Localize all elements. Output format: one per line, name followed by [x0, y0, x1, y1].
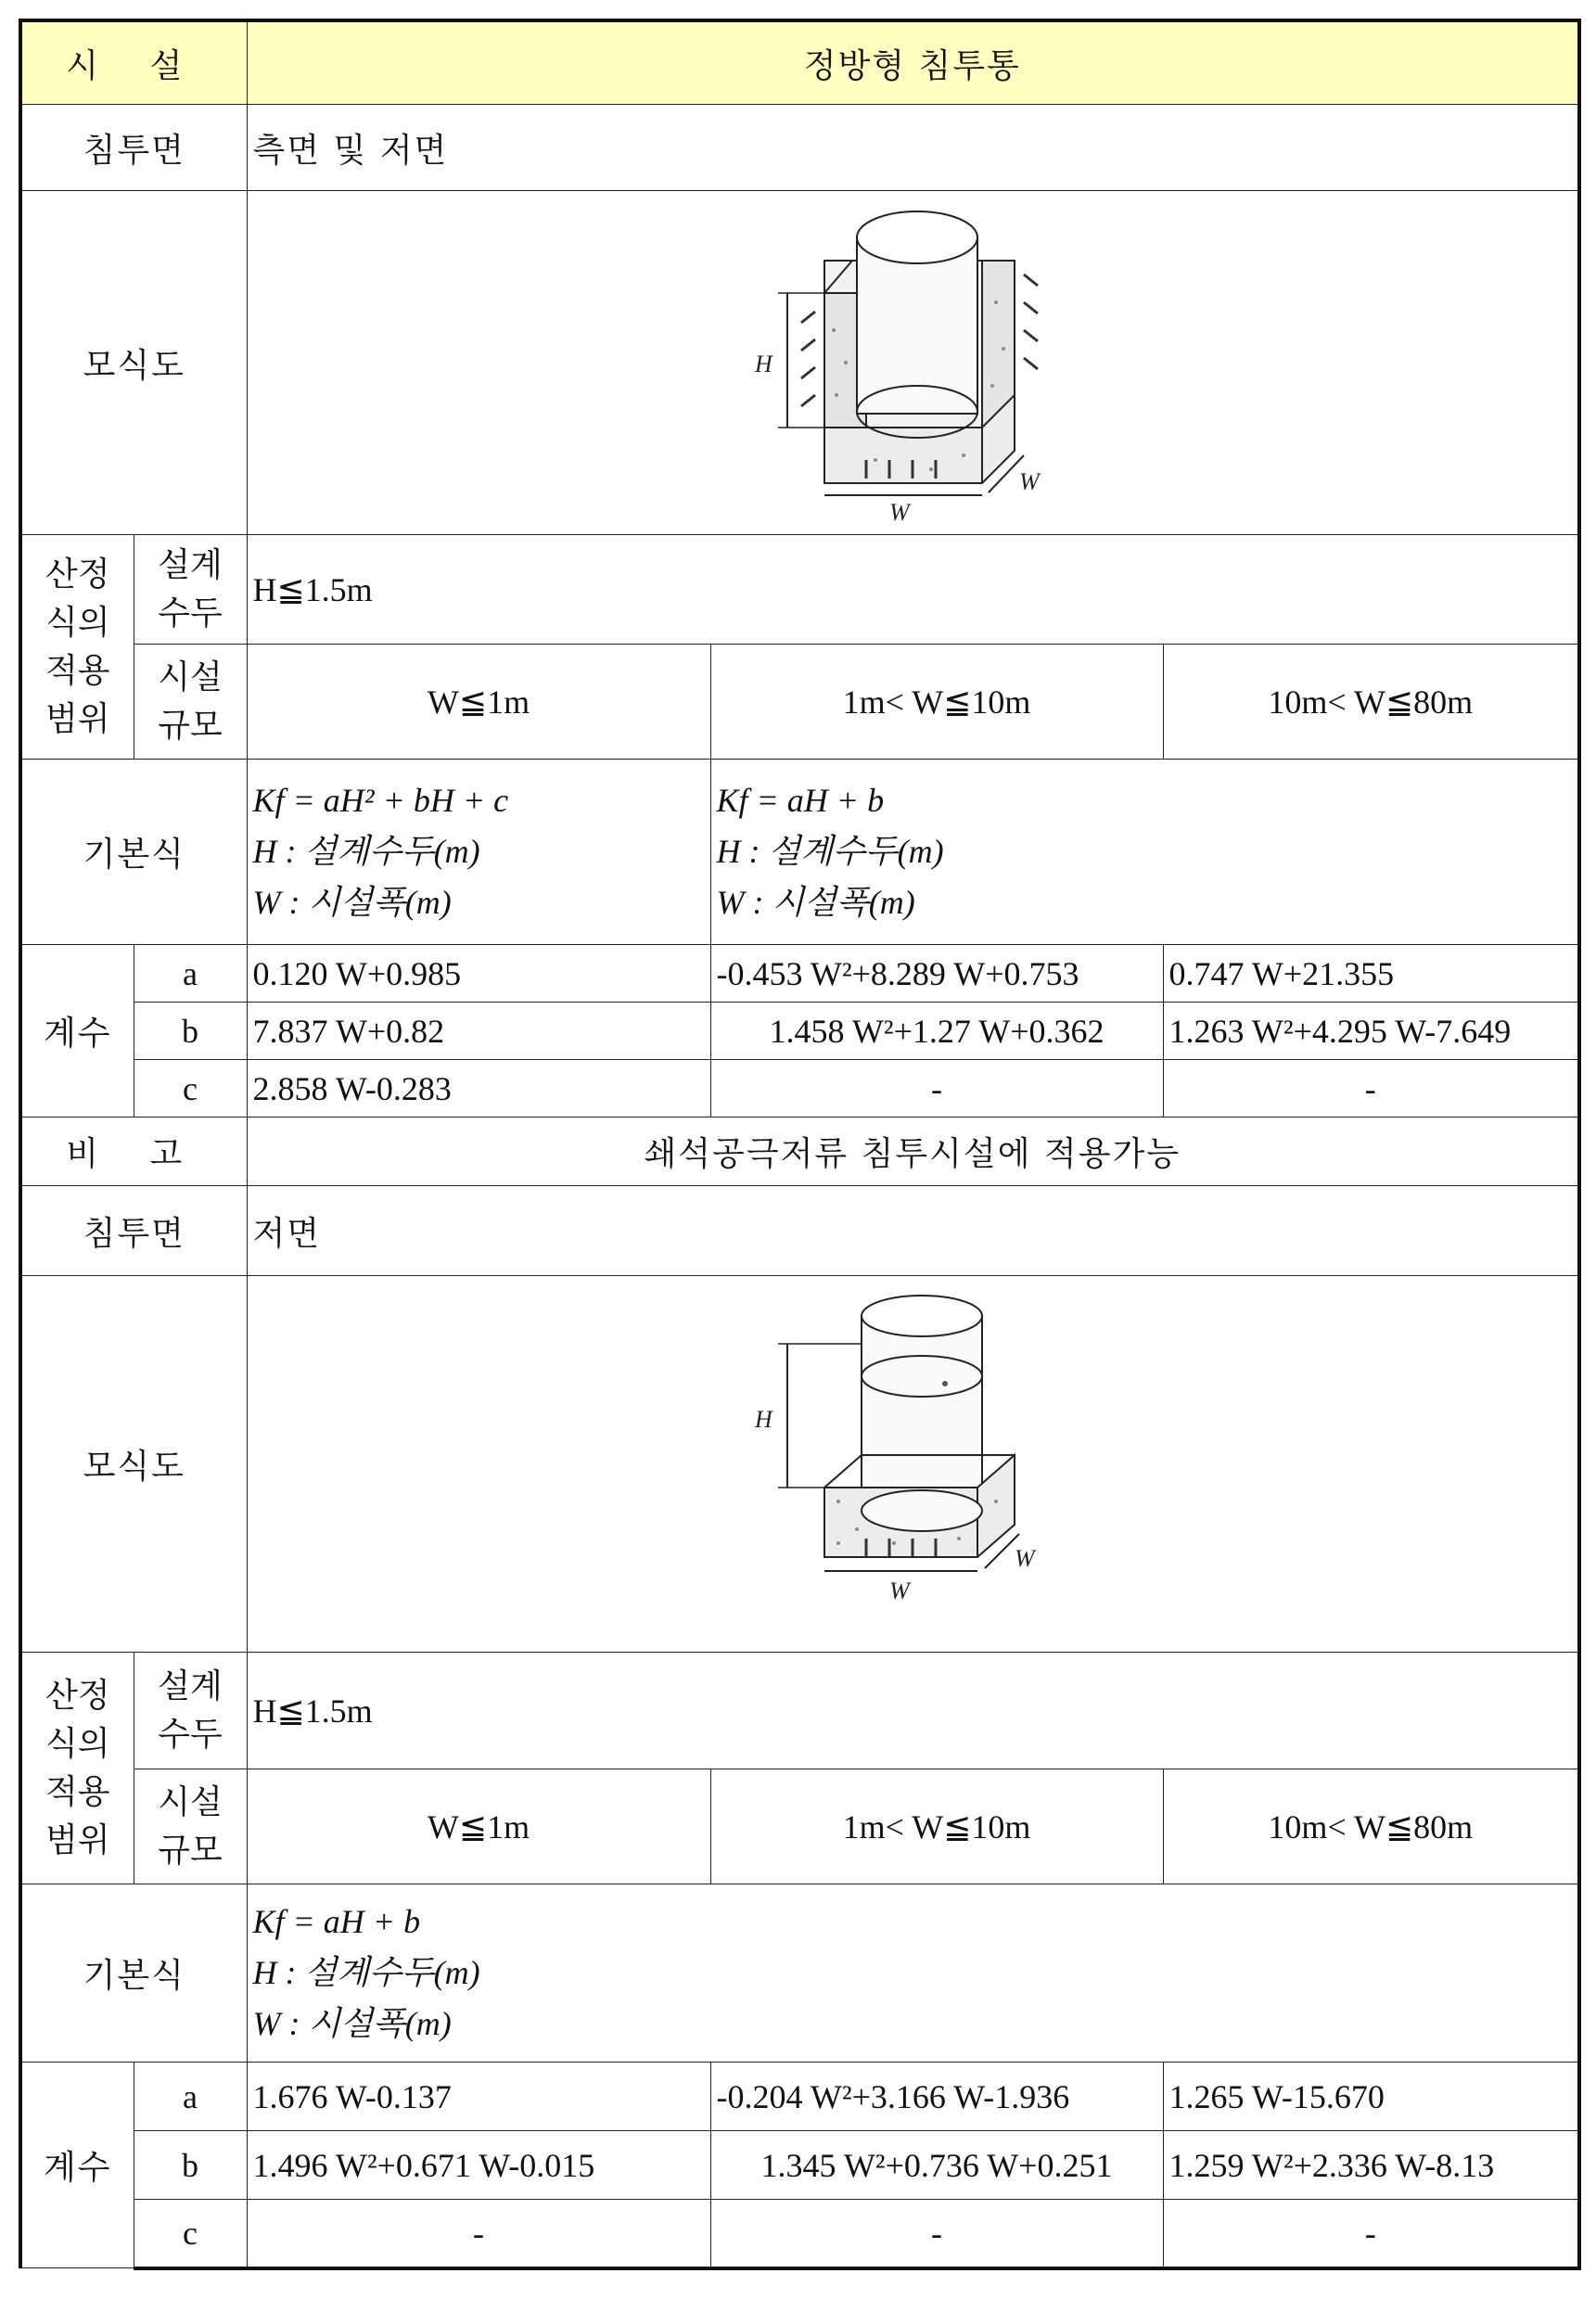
- height-label: H: [754, 351, 772, 377]
- remarks-label: 비 고: [20, 1118, 247, 1186]
- surface-value-2: 저면: [247, 1186, 1579, 1276]
- depth-label-2: W: [1014, 1544, 1035, 1572]
- coef-b-2: 1.458 W²+1.27 W+0.362: [710, 1003, 1163, 1060]
- schematic-label-2: 모식도: [20, 1276, 247, 1653]
- coef2-a-3: 1.265 W-15.670: [1163, 2063, 1579, 2131]
- design-head-label-2: 설계 수두: [134, 1653, 247, 1769]
- coefficient-label-2: 계수: [20, 2063, 134, 2268]
- coef2-b-3: 1.259 W²+2.336 W-8.13: [1163, 2131, 1579, 2200]
- coef-a-2: -0.453 W²+8.289 W+0.753: [710, 945, 1163, 1003]
- formula-left: Kf = aH² + bH + c H : 설계수두(m) W : 시설폭(m): [247, 760, 710, 945]
- coef-letter-a-2: a: [134, 2063, 247, 2131]
- coef-b-3: 1.263 W²+4.295 W-7.649: [1163, 1003, 1579, 1060]
- formula-label: 기본식: [20, 760, 247, 945]
- head-range-value-2: H≦1.5m: [247, 1653, 1579, 1769]
- coef-letter-b-2: b: [134, 2131, 247, 2200]
- scale-range-2: 1m< W≦10m: [710, 645, 1163, 760]
- coef-letter-a: a: [134, 945, 247, 1003]
- coef-letter-c: c: [134, 1060, 247, 1118]
- coef2-c-3: -: [1163, 2200, 1579, 2268]
- scale-range-2-2: 1m< W≦10m: [710, 1769, 1163, 1884]
- remarks-value: 쇄석공극저류 침투시설에 적용가능: [247, 1118, 1579, 1186]
- coef2-b-1: 1.496 W²+0.671 W-0.015: [247, 2131, 710, 2200]
- coef-letter-c-2: c: [134, 2200, 247, 2268]
- cylinder-box-diagram: [736, 200, 1089, 525]
- coef-c-2: -: [710, 1060, 1163, 1118]
- formula-right: Kf = aH + b H : 설계수두(m) W : 시설폭(m): [710, 760, 1579, 945]
- coef2-c-1: -: [247, 2200, 710, 2268]
- schematic-label: 모식도: [20, 191, 247, 535]
- formula-2: Kf = aH + b H : 설계수두(m) W : 시설폭(m): [247, 1884, 1579, 2063]
- facility-label: 시 설: [20, 20, 247, 105]
- depth-label: W: [1018, 468, 1040, 495]
- surface-value: 측면 및 저면: [247, 105, 1579, 191]
- coef2-b-2: 1.345 W²+0.736 W+0.251: [710, 2131, 1163, 2200]
- facility-name: 정방형 침투통: [247, 20, 1579, 105]
- formula-label-2: 기본식: [20, 1884, 247, 2063]
- scale-range-3: 10m< W≦80m: [1163, 645, 1579, 760]
- coef-a-1: 0.120 W+0.985: [247, 945, 710, 1003]
- schematic-diagram-2: [247, 1276, 1579, 1653]
- coef-letter-b: b: [134, 1003, 247, 1060]
- surface-label-2: 침투면: [20, 1186, 247, 1276]
- schematic-diagram-1: [247, 191, 1579, 535]
- coef-c-1: 2.858 W-0.283: [247, 1060, 710, 1118]
- coef2-c-2: -: [710, 2200, 1163, 2268]
- coef-c-3: -: [1163, 1060, 1579, 1118]
- coef-b-1: 7.837 W+0.82: [247, 1003, 710, 1060]
- infiltration-table: [19, 19, 1581, 2270]
- facility-scale-label: 시설 규모: [134, 645, 247, 760]
- coef2-a-2: -0.204 W²+3.166 W-1.936: [710, 2063, 1163, 2131]
- width-label-2: W: [888, 1577, 910, 1604]
- height-label-2: H: [754, 1405, 772, 1433]
- surface-label: 침투면: [20, 105, 247, 191]
- cylinder-slab-diagram: [736, 1288, 1089, 1641]
- coef-a-3: 0.747 W+21.355: [1163, 945, 1579, 1003]
- width-label: W: [888, 499, 910, 525]
- scale-range-2-1: W≦1m: [247, 1769, 710, 1884]
- scope-label: 산정 식의 적용 범위: [20, 535, 134, 760]
- facility-scale-label-2: 시설 규모: [134, 1769, 247, 1884]
- scale-range-1: W≦1m: [247, 645, 710, 760]
- scale-range-2-3: 10m< W≦80m: [1163, 1769, 1579, 1884]
- design-head-label: 설계 수두: [134, 535, 247, 645]
- head-range-value: H≦1.5m: [247, 535, 1579, 645]
- scope-label-2: 산정 식의 적용 범위: [20, 1653, 134, 1884]
- coef2-a-1: 1.676 W-0.137: [247, 2063, 710, 2131]
- coefficient-label: 계수: [20, 945, 134, 1118]
